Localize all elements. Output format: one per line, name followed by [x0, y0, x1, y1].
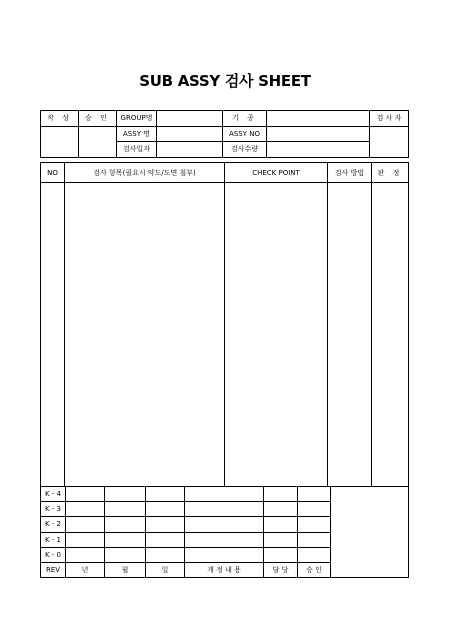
rev-row-label: K - 4 — [41, 487, 66, 502]
rev-charge-cell[interactable] — [264, 487, 298, 502]
rev-approve-cell[interactable] — [298, 532, 331, 547]
assy-name-value[interactable] — [157, 126, 223, 142]
qty-value[interactable] — [267, 142, 370, 158]
header-table — [40, 110, 409, 158]
inspector-label: 검 사 자 — [370, 111, 409, 127]
rev-day-cell[interactable] — [146, 532, 185, 547]
judgment-cell[interactable] — [372, 183, 409, 487]
group-value[interactable] — [157, 111, 223, 127]
col-check-point: CHECK POINT — [225, 163, 328, 183]
group-label: GROUP명 — [117, 111, 157, 127]
model-value[interactable] — [267, 111, 370, 127]
remarks-box[interactable] — [331, 487, 409, 578]
rev-approve-cell[interactable] — [298, 547, 331, 562]
inspection-item-cell[interactable] — [65, 183, 225, 487]
rev-content-cell[interactable] — [185, 532, 264, 547]
day-header: 일 — [146, 562, 185, 577]
date-value[interactable] — [157, 142, 223, 158]
rev-year-cell[interactable] — [66, 502, 105, 517]
items-table — [40, 162, 409, 487]
rev-month-cell[interactable] — [105, 532, 146, 547]
rev-content-cell[interactable] — [185, 487, 264, 502]
approve-sign-box[interactable] — [79, 126, 117, 157]
rev-day-cell[interactable] — [146, 487, 185, 502]
col-method: 검사 방법 — [328, 163, 372, 183]
rev-content-cell[interactable] — [185, 547, 264, 562]
rev-charge-cell[interactable] — [264, 532, 298, 547]
assy-no-label: ASSY NO — [223, 126, 267, 142]
rev-header: REV — [41, 562, 66, 577]
rev-year-cell[interactable] — [66, 487, 105, 502]
rev-row-label: K - 3 — [41, 502, 66, 517]
month-header: 월 — [105, 562, 146, 577]
rev-approve-cell[interactable] — [298, 517, 331, 532]
rev-charge-cell[interactable] — [264, 517, 298, 532]
method-cell[interactable] — [328, 183, 372, 487]
year-header: 년 — [66, 562, 105, 577]
rev-row-label: K - 2 — [41, 517, 66, 532]
assy-no-value[interactable] — [267, 126, 370, 142]
assy-name-label: ASSY 명 — [117, 126, 157, 142]
date-label: 검사일자 — [117, 142, 157, 158]
rev-row-label: K - 0 — [41, 547, 66, 562]
rev-month-cell[interactable] — [105, 487, 146, 502]
model-label: 기 종 — [223, 111, 267, 127]
no-cell[interactable] — [41, 183, 65, 487]
rev-day-cell[interactable] — [146, 547, 185, 562]
rev-year-cell[interactable] — [66, 547, 105, 562]
author-label: 작 성 — [41, 111, 79, 127]
rev-day-cell[interactable] — [146, 502, 185, 517]
approve-header: 승 인 — [298, 562, 331, 577]
approve-label: 승 인 — [79, 111, 117, 127]
col-inspection-item: 검사 항목(필요시 약도/도면 첨부) — [65, 163, 225, 183]
rev-content-cell[interactable] — [185, 502, 264, 517]
charge-header: 담 당 — [264, 562, 298, 577]
rev-content-cell[interactable] — [185, 517, 264, 532]
rev-month-cell[interactable] — [105, 502, 146, 517]
author-sign-box[interactable] — [41, 126, 79, 157]
rev-approve-cell[interactable] — [298, 502, 331, 517]
page-title: SUB ASSY 검사 SHEET — [139, 72, 311, 90]
rev-month-cell[interactable] — [105, 517, 146, 532]
rev-charge-cell[interactable] — [264, 502, 298, 517]
rev-month-cell[interactable] — [105, 547, 146, 562]
inspector-sign-box[interactable] — [370, 126, 409, 157]
rev-day-cell[interactable] — [146, 517, 185, 532]
qty-label: 검사수량 — [223, 142, 267, 158]
rev-charge-cell[interactable] — [264, 547, 298, 562]
check-point-cell[interactable] — [225, 183, 328, 487]
rev-row-label: K - 1 — [41, 532, 66, 547]
rev-year-cell[interactable] — [66, 517, 105, 532]
col-judgment: 판 정 — [372, 163, 409, 183]
rev-year-cell[interactable] — [66, 532, 105, 547]
content-header: 개 정 내 용 — [185, 562, 264, 577]
col-no: NO — [41, 163, 65, 183]
rev-approve-cell[interactable] — [298, 487, 331, 502]
revision-table — [40, 486, 409, 578]
